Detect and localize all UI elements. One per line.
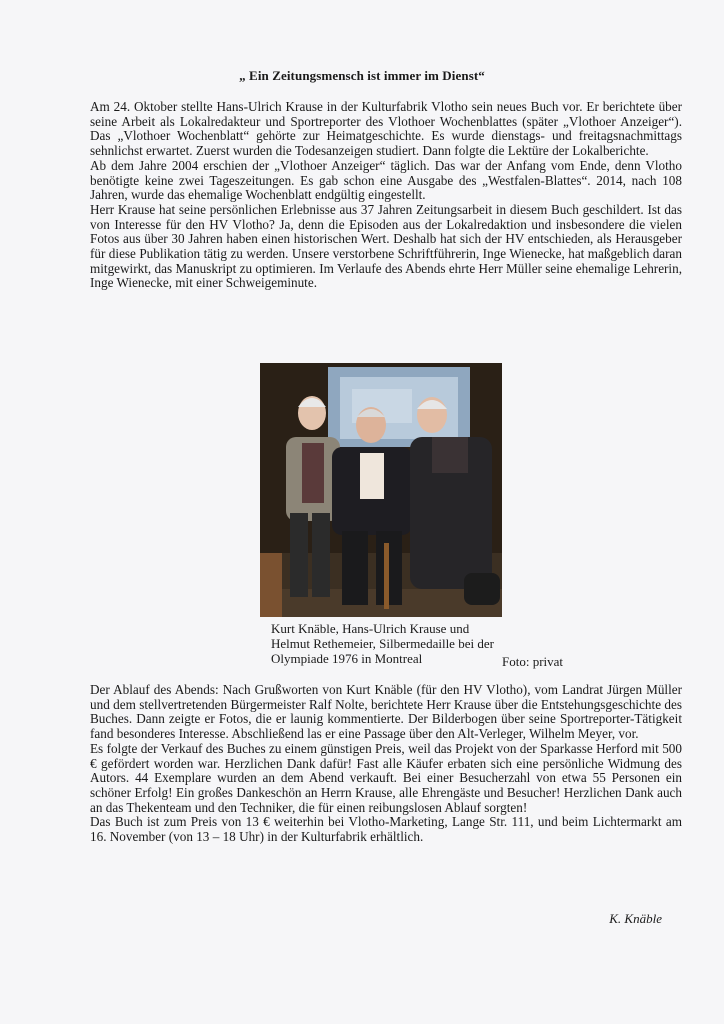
article-body-bottom	[90, 683, 682, 845]
paragraph: Ab dem Jahre 2004 erschien der „Vlothoer Anzeiger“ täglich. Das war der Anfang vom Ende, denn Vlotho benötigte keine zwei Tageszeitungen. Es gab schon eine Ausgabe des „Westfalen-Blattes“. 2014, nach 108 Jahren, wurde das ehemalige Wochenblatt endgültig eingestellt.	[90, 157, 682, 203]
paragraph: Es folgte der Verkauf des Buches zu einem günstigen Preis, weil das Projekt von der Sparkasse Herford mit 500 € gefördert worden war. Herzlichen Dank dafür! Fast alle Käufer erbaten sich eine persönliche Widmung des Autors. 44 Exemplare wurden an dem Abend verkauft. Bei einer Besucherzahl von etwa 55 Personen ein schöner Erfolg! Ein großes Dankeschön an Herrn Krause, alle Ehrengäste und Besucher! Herzlichen Dank auch an das Thekenteam und den Techniker, die für einen reibungslosen Ablauf sorgten!	[90, 740, 682, 815]
event-photo	[260, 363, 502, 617]
article-title: „ Ein Zeitungsmensch ist immer im Dienst“	[239, 68, 485, 83]
paragraph: Der Ablauf des Abends: Nach Grußworten von Kurt Knäble (für den HV Vlotho), vom Landrat Jürgen Müller und dem stellvertretenden Bürgermeister Ralf Nolte, berichtete Herr Krause über die Entstehungsgeschichte des Buches. Dann zeigte er Fotos, die er launig kommentierte. Der Bilderbogen über seine Sportreporter-Tätigkeit fand besonderes Interesse. Abschließend las er eine Passage über den Alt-Verleger, Wilhelm Meyer, vor.	[90, 682, 682, 742]
paragraph: Das Buch ist zum Preis von 13 € weiterhin bei Vlotho-Marketing, Lange Str. 111, und beim Lichtermarkt am 16. November (von 13 – 18 Uhr) in der Kulturfabrik erhältlich.	[90, 814, 682, 845]
author-signature: K. Knäble	[609, 911, 662, 926]
paragraph: Am 24. Oktober stellte Hans-Ulrich Krause in der Kulturfabrik Vlotho sein neues Buch vor. Er berichtete über seine Arbeit als Lokalredakteur und Sportreporter des Vlothoer Wochenblattes (später „Vlothoer Anzeiger“). Das „Vlothoer Wochenblatt“ gehörte zur Heimatgeschichte. Es wurde dienstags- und freitagsnachmittags sehnlichst erwartet. Zuerst wurden die Todesanzeigen studiert. Dann folgte die Lektüre der Lokalberichte.	[90, 99, 682, 159]
group-photo-image	[260, 363, 502, 617]
photo-credit: Foto: privat	[502, 654, 564, 669]
photo-caption: Kurt Knäble, Hans-Ulrich Krause und Helmut Rethemeier, Silbermedaille bei der Olympiade 1976 in Montreal	[271, 621, 494, 666]
paragraph: Herr Krause hat seine persönlichen Erlebnisse aus 37 Jahren Zeitungsarbeit in diesem Buch geschildert. Ist das von Interesse für den HV Vlotho? Ja, denn die Episoden aus der Lokalredaktion und insbesondere die vielen Fotos aus über 30 Jahren haben einen historischen Wert. Deshalb hat sich der HV entschieden, als Herausgeber für diese Publikation tätig zu werden. Unsere verstorbene Schriftführerin, Inge Wienecke, hat maßgeblich daran mitgewirkt, das Manuskript zu optimieren. Im Verlaufe des Abends ehrte Herr Müller seine ehemalige Lehrerin, Inge Wienecke, mit einer Schweigeminute.	[90, 201, 682, 291]
article-body-top	[90, 100, 682, 291]
